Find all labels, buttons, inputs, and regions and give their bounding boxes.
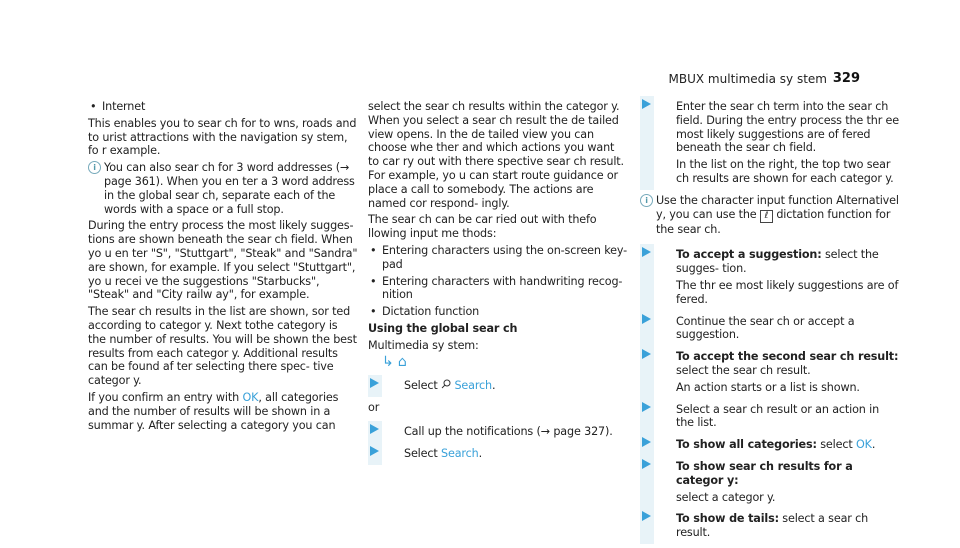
list-item: • Entering characters using the on-screen key- pad: [368, 244, 628, 272]
info-icon: i: [640, 194, 653, 207]
step: [640, 100, 900, 186]
step-title: To accept the second sear ch result:: [676, 350, 899, 364]
text: Select: [404, 379, 442, 393]
section-title: MBUX multimedia sy stem: [668, 72, 827, 86]
arrow-icon: [642, 511, 651, 521]
note: [640, 194, 900, 237]
column-middle: [368, 100, 628, 469]
search-label: Search: [441, 446, 479, 460]
or-label: or: [368, 401, 380, 415]
text: dictation function for the sear ch.: [656, 207, 891, 236]
step: [640, 315, 900, 343]
search-label: Search: [454, 379, 492, 393]
arrow-icon: [642, 99, 651, 109]
list-item: • Dictation function: [368, 305, 628, 319]
step-bar: [640, 96, 654, 190]
paragraph: The sear ch can be car ried out with thefo llowing input me thods:: [368, 213, 597, 241]
subheading: Multimedia sy stem:: [368, 338, 479, 352]
step-title: To accept a suggestion:: [676, 248, 822, 262]
page-header: [0, 71, 960, 91]
step: [640, 350, 900, 394]
arrow-icon: [642, 314, 651, 324]
step-title: To show sear ch results for a categor y:: [676, 459, 853, 487]
step: [368, 425, 628, 439]
paragraph: This enables you to sear ch for to wns, roads and to urist attractions with the navigation sy stem, fo r example.: [88, 116, 357, 158]
text: .: [491, 379, 496, 393]
home-path-icon: ↳ ⌂: [382, 353, 407, 370]
note-text: You can also sear ch for 3 word addresses (→ page 361). When you en ter a 3 word address in the global sear ch, separate each of the words with a space or a full stop.: [104, 161, 355, 216]
step: [640, 460, 900, 504]
step-text: Call up the notifications (→ page 327).: [404, 424, 613, 438]
microphone-icon: ℓ: [760, 210, 773, 223]
text: , all categories and the number of results will be shown in a summar y. After selecting a category you can: [88, 390, 339, 432]
arrow-icon: [642, 247, 651, 257]
step-text: Continue the sear ch or accept a suggestion.: [676, 314, 855, 342]
text: select the sugges- tion.: [676, 248, 879, 276]
ok-label: OK: [242, 390, 259, 404]
text: If you confirm an entry with: [88, 390, 243, 404]
list-item: • Internet: [88, 100, 358, 114]
ok-label: OK: [855, 438, 872, 452]
section-heading: Using the global sear ch: [368, 321, 518, 335]
step-text: An action starts or a list is shown.: [676, 380, 860, 394]
arrow-icon: [642, 459, 651, 469]
step-text: Select a sear ch result or an action in the list.: [676, 402, 880, 430]
step-text: select a categor y.: [676, 490, 776, 504]
step: [640, 403, 900, 431]
arrow-icon: [642, 349, 651, 359]
text: .: [871, 438, 876, 452]
step: [640, 512, 900, 540]
step-text: Enter the sear ch term into the sear ch field. During the entry process the thr ee most likely suggestions are of fered beneath the sear ch field.: [676, 100, 900, 155]
arrow-icon: [370, 378, 379, 388]
page-number: 329: [832, 71, 860, 86]
arrow-icon: [642, 402, 651, 412]
list-item: • Entering characters with handwriting recog- nition: [368, 275, 628, 303]
info-icon: i: [88, 161, 101, 174]
text: select: [816, 438, 856, 452]
paragraph: select the sear ch results within the categor y. When you select a sear ch result the de tailed view opens. In the de tailed view you can choose whe ther and which actions you want to car ry out with there spective sear ch result. For example, yo u can start route guidance or place a call to somebody. The actions are named cor respond- ingly.: [368, 100, 624, 210]
step: [640, 438, 900, 452]
step: [368, 379, 628, 393]
arrow-icon: [642, 437, 651, 447]
paragraph: The sear ch results in the list are shown, sor ted according to categor y. Next tothe category is the number of results. You will be shown the best results from each categor y. Additional results can be found af ter selecting there spec- tive categor y.: [88, 305, 357, 388]
paragraph: During the entry process the most likely sugges- tions are shown beneath the sear ch field. When yo u en ter "S", "Stuttgart", "Steak" and "Sandra" are shown, for example. If you select "Stuttgart", yo u recei ve the suggestions "Starbucks", "Steak" and "City railw ay", for example.: [88, 219, 358, 302]
search-icon: [441, 379, 451, 389]
text: Use the character input function Alternativel y, you can use the: [656, 193, 899, 221]
step-title: To show de tails:: [676, 512, 779, 526]
arrow-icon: [370, 424, 379, 434]
paragraph: [88, 391, 358, 432]
text: Select: [404, 446, 442, 460]
step-text: In the list on the right, the top two sear ch results are shown for each categor y.: [676, 158, 894, 185]
text: select a sear ch result.: [676, 512, 869, 540]
step: [640, 248, 900, 306]
note: [88, 161, 358, 216]
text: .: [478, 446, 482, 460]
column-right: [640, 100, 900, 548]
step-text: The thr ee most likely suggestions are of fered.: [676, 278, 899, 306]
step: [368, 447, 628, 461]
column-left: [88, 100, 358, 435]
step-title: To show all categories:: [676, 438, 817, 452]
arrow-icon: [370, 446, 379, 456]
text: select the sear ch result.: [676, 363, 811, 377]
